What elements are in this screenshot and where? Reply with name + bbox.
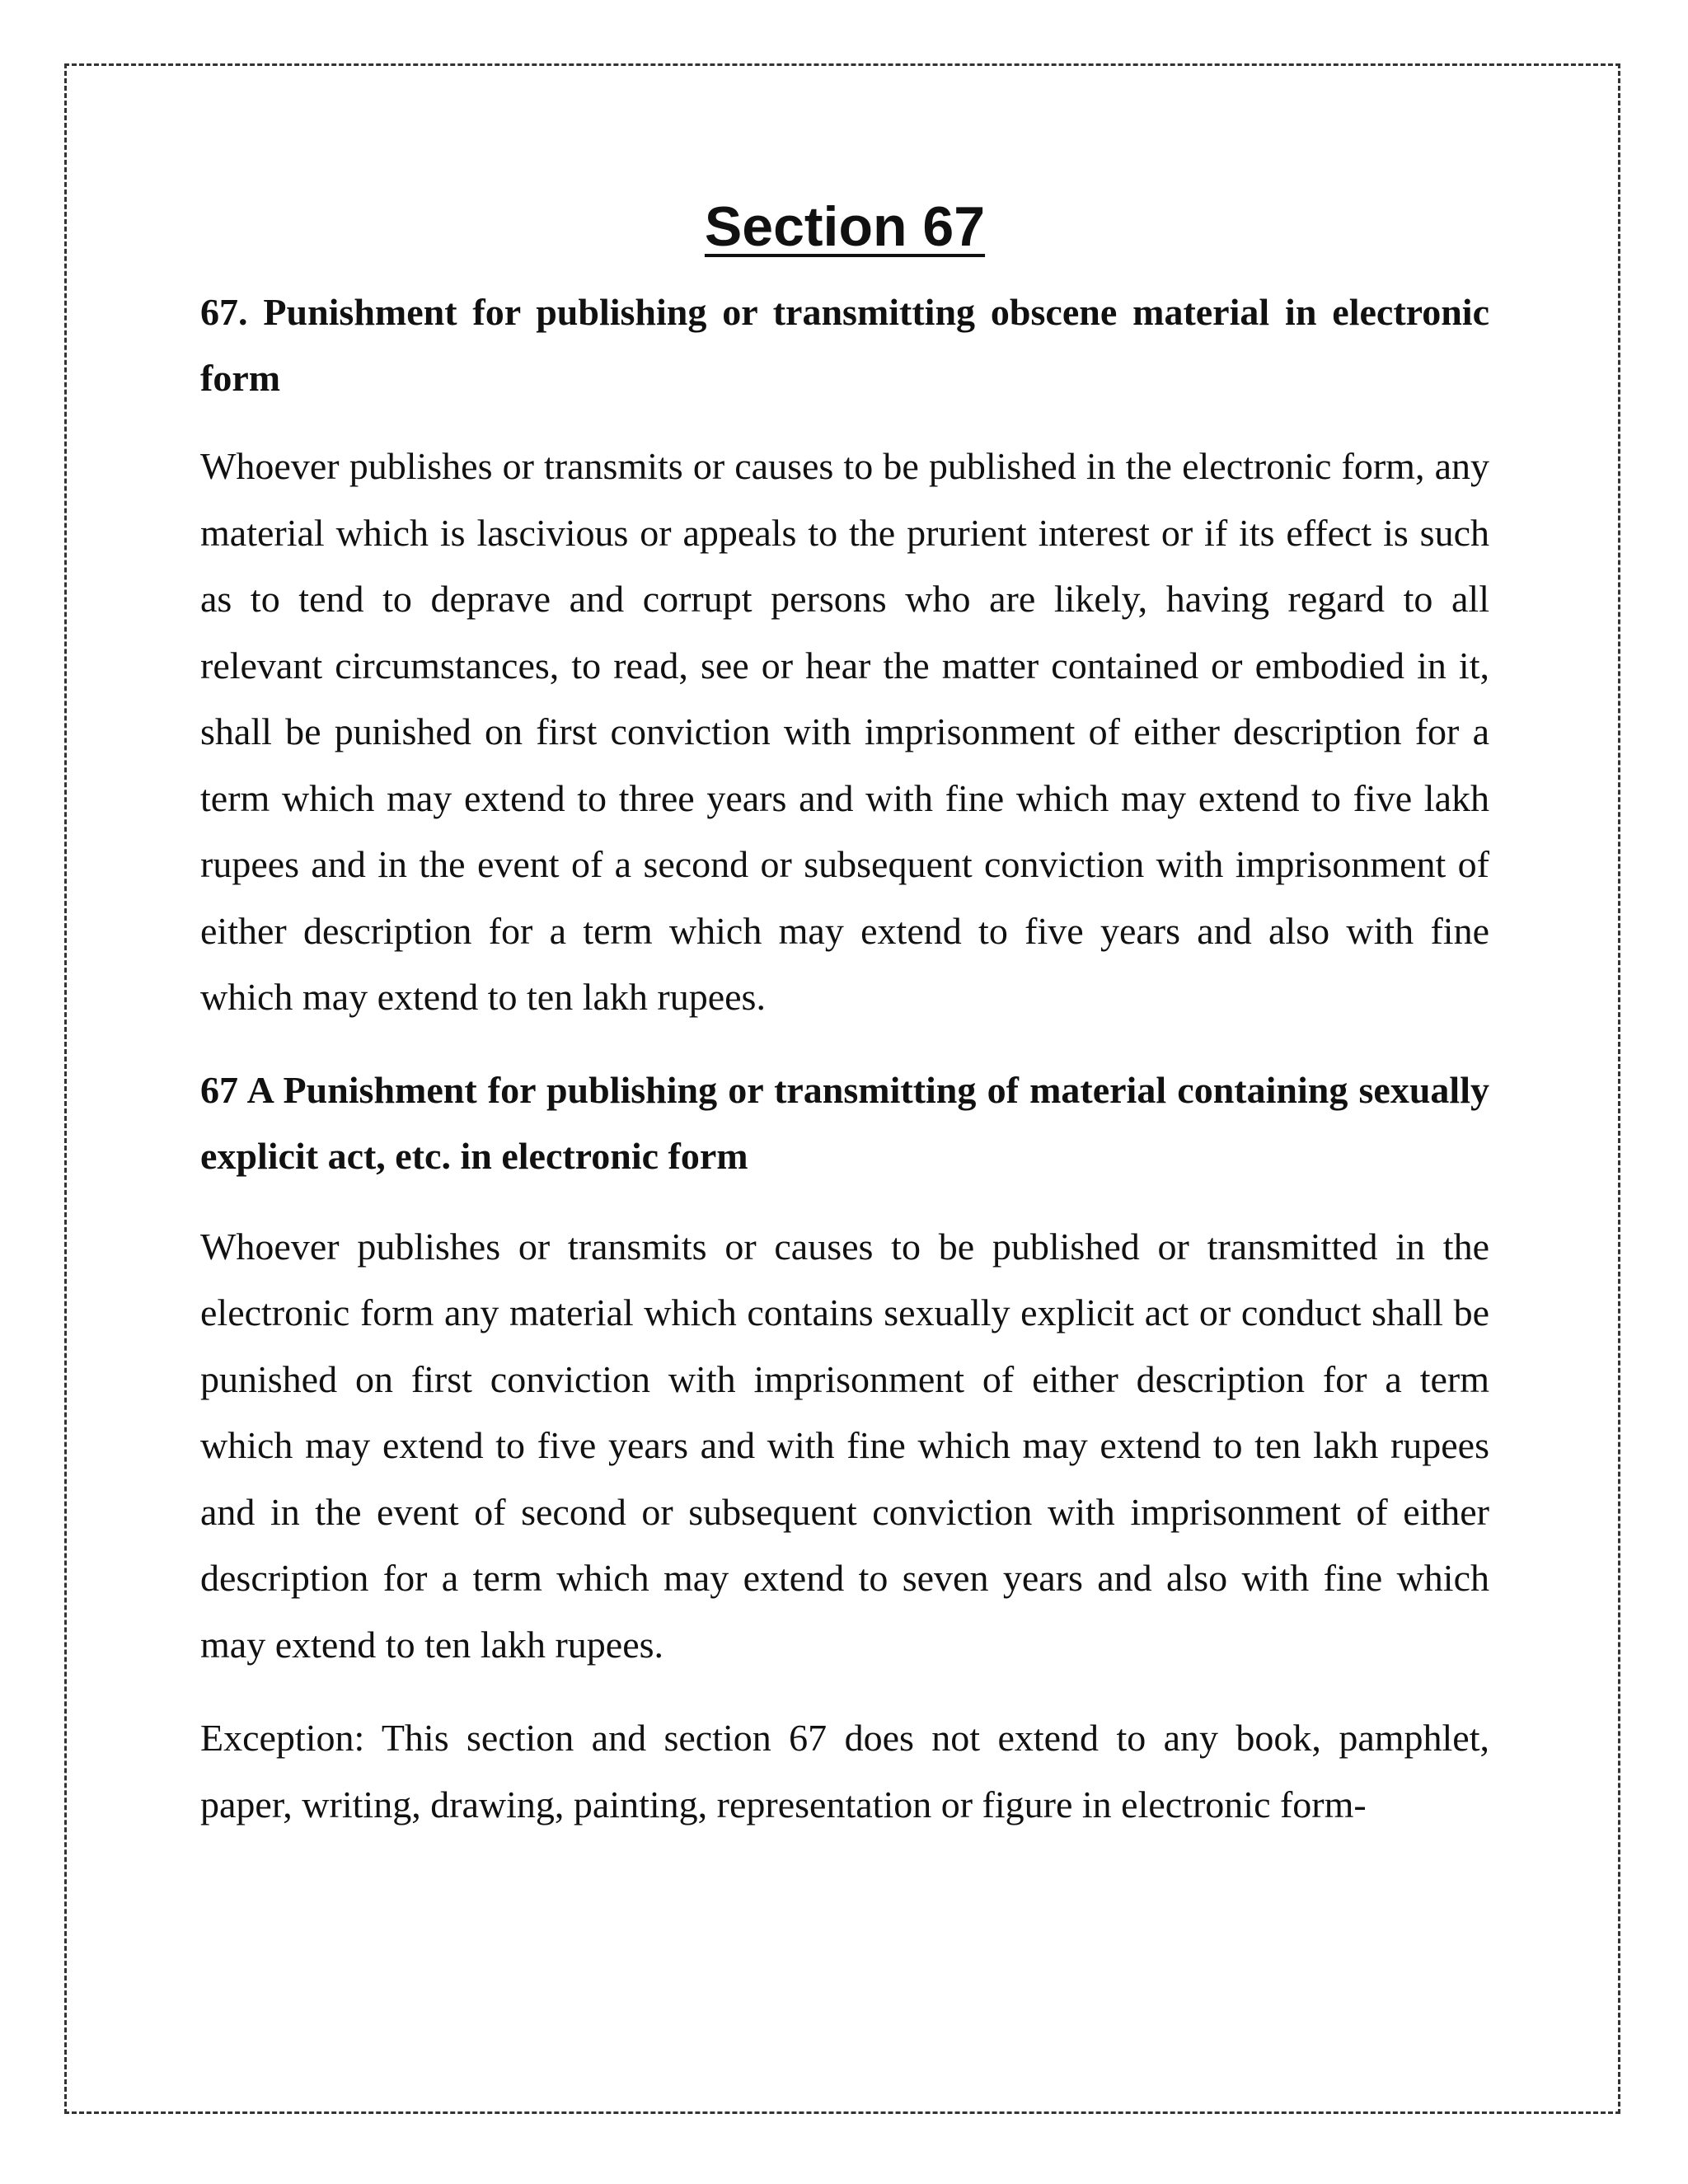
exception-paragraph: Exception: This section and section 67 does not extend to any book, pamphlet, paper, writing, drawing, painting, representation or figure in electronic form- [200,1717,1489,1825]
page-title [200,185,1489,268]
document-content [200,185,1489,1838]
section-67-body: Whoever publishes or transmits or causes to be published in the electronic form, any material which is lascivious or appeals to the prurient interest or if its effect is such as to tend to deprave and corrupt persons who are likely, having regard to all relevant circumstances, to read, see or hear the matter contained or embodied in it, shall be punished on first conviction with imprisonment of either description for a term which may extend to three years and with fine which may extend to five lakh rupees and in the event of a second or subsequent conviction with imprisonment of either description for a term which may extend to five years and also with fine which may extend to ten lakh rupees. [200,445,1489,1018]
section-67a-body: Whoever publishes or transmits or causes to be published or transmitted in the electronic form any material which contains sexually explicit act or conduct shall be punished on first conviction with imprisonment of either description for a term which may extend to five years and with fine which may extend to ten lakh rupees and in the event of second or subsequent conviction with imprisonment of either description for a term which may extend to seven years and also with fine which may extend to ten lakh rupees. [200,1225,1489,1666]
section-67a-heading: 67 A Punishment for publishing or transmitting of material containing sexually explicit act, etc. in electronic form [200,1068,1489,1177]
section-67-heading: 67. Punishment for publishing or transmitting obscene material in electronic form [200,291,1489,399]
page-title-text: Section 67 [704,195,986,258]
